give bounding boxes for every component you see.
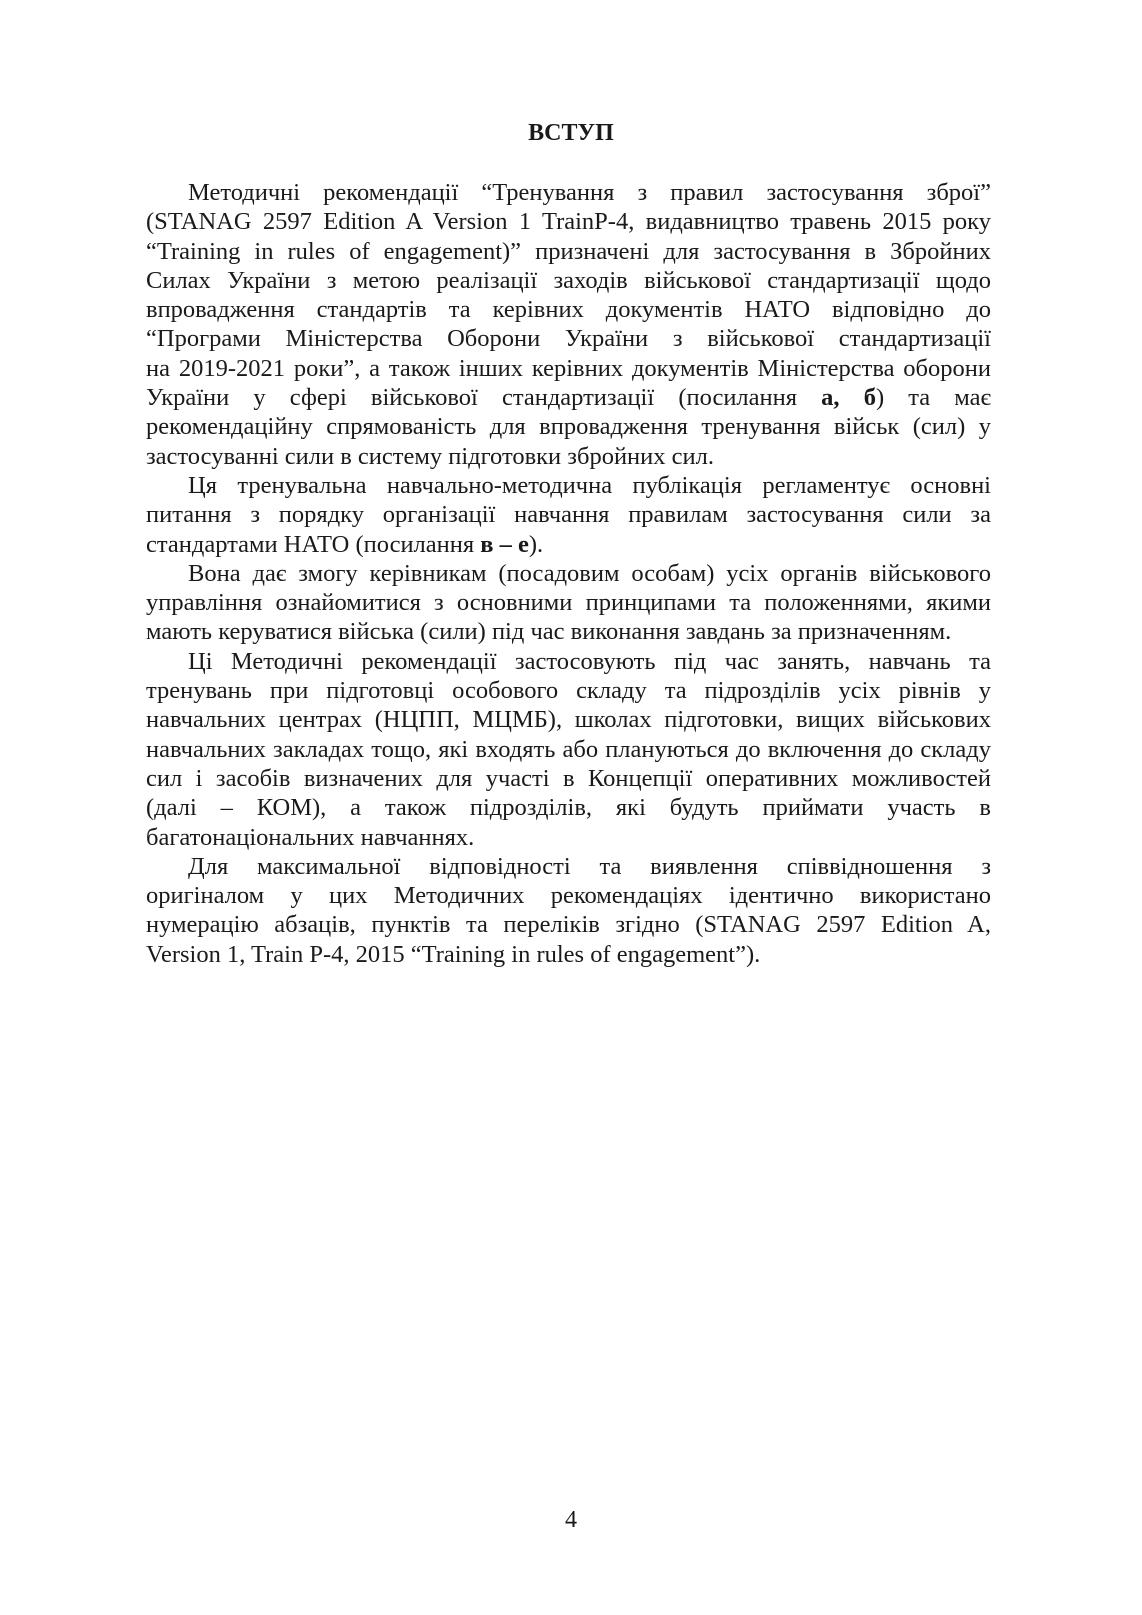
text-line bbox=[146, 764, 991, 793]
text-line bbox=[146, 910, 991, 939]
text-line bbox=[146, 676, 991, 705]
text-line bbox=[146, 823, 991, 852]
text-run: нумерацію абзаців, пунктів та переліків згідно (STANAG 2597 Edition A, bbox=[146, 911, 991, 939]
text-run: Ця тренувальна навчально-методична публікація регламентує основні bbox=[188, 471, 991, 499]
text-run: України у сфері військової стандартизації (посилання bbox=[146, 384, 822, 412]
paragraph-1 bbox=[146, 178, 991, 471]
text-run: питання з порядку організації навчання правилам застосування сили за bbox=[146, 501, 991, 529]
section-title: ВСТУП bbox=[528, 120, 614, 146]
text-run: Вона дає змогу керівникам (посадовим особам) усіх органів військового bbox=[188, 559, 991, 587]
paragraph-5 bbox=[146, 852, 991, 969]
text-run: впровадження стандартів та керівних документів НАТО відповідно до bbox=[146, 296, 991, 324]
text-run: стандартами НАТО (посилання bbox=[146, 530, 481, 558]
text-run: рекомендаційну спрямованість для впровадження тренування військ (сил) у bbox=[146, 413, 991, 441]
paragraph-3 bbox=[146, 559, 991, 647]
paragraph-4 bbox=[146, 647, 991, 852]
text-line bbox=[146, 530, 991, 559]
text-run: застосуванні сили в систему підготовки збройних сил. bbox=[146, 442, 714, 470]
page-number: 4 bbox=[565, 1507, 577, 1533]
text-line bbox=[146, 852, 991, 881]
reference-letters: в – е bbox=[480, 530, 529, 558]
text-run: Ці Методичні рекомендації застосовують під час занять, навчань та bbox=[188, 647, 991, 675]
paragraph-2 bbox=[146, 471, 991, 559]
text-line bbox=[146, 383, 991, 412]
text-line bbox=[146, 324, 991, 353]
text-line bbox=[146, 471, 991, 500]
text-line bbox=[146, 588, 991, 617]
text-line bbox=[146, 793, 991, 822]
text-line bbox=[146, 617, 991, 646]
text-line bbox=[146, 295, 991, 324]
text-run: оригіналом у цих Методичних рекомендаціях ідентично використано bbox=[146, 882, 991, 910]
text-line bbox=[146, 500, 991, 529]
text-line bbox=[146, 237, 991, 266]
text-line bbox=[146, 178, 991, 207]
text-run: ). bbox=[528, 530, 544, 558]
text-line bbox=[146, 412, 991, 441]
text-run: навчальних закладах тощо, які входять або плануються до включення до складу bbox=[146, 735, 991, 763]
text-run: “Training in rules of engagement)” призначені для застосування в Збройних bbox=[146, 237, 991, 265]
document-body bbox=[146, 178, 991, 969]
text-line bbox=[146, 266, 991, 295]
text-line bbox=[146, 647, 991, 676]
text-line bbox=[146, 881, 991, 910]
text-run: “Програми Міністерства Оборони України з військової стандартизації bbox=[146, 325, 991, 353]
text-line bbox=[146, 735, 991, 764]
text-run: Силах України з метою реалізації заходів військової стандартизації щодо bbox=[146, 266, 991, 294]
text-line bbox=[146, 705, 991, 734]
text-run: Методичні рекомендації “Тренування з правил застосування зброї” bbox=[188, 179, 991, 206]
text-run: на 2019-2021 роки”, а також інших керівних документів Міністерства оборони bbox=[146, 354, 991, 382]
text-line bbox=[146, 940, 991, 969]
text-line bbox=[146, 442, 991, 471]
text-run: ) та має bbox=[875, 384, 992, 412]
text-run: тренувань при підготовці особового складу та підрозділів усіх рівнів у bbox=[146, 677, 991, 705]
text-line bbox=[146, 354, 991, 383]
text-run: управління ознайомитися з основними принципами та положеннями, якими bbox=[146, 589, 991, 617]
text-run: навчальних центрах (НЦПП, МЦМБ), школах підготовки, вищих військових bbox=[146, 706, 991, 734]
text-run: Version 1, Train P-4, 2015 “Training in rules of engagement”). bbox=[146, 940, 761, 968]
text-run: мають керуватися війська (сили) під час виконання завдань за призначенням. bbox=[146, 618, 952, 646]
text-run: багатонаціональних навчаннях. bbox=[146, 823, 475, 851]
text-run: (STANAG 2597 Edition A Version 1 TrainP-4, видавництво травень 2015 року bbox=[146, 208, 991, 236]
text-line bbox=[146, 559, 991, 588]
reference-letters: а, б bbox=[821, 384, 876, 412]
text-run: сил і засобів визначених для участі в Концепції оперативних можливостей bbox=[146, 764, 991, 792]
text-line bbox=[146, 207, 991, 236]
text-run: Для максимальної відповідності та виявлення співвідношення з bbox=[188, 852, 991, 880]
text-run: (далі – КОМ), а також підрозділів, які будуть приймати участь в bbox=[146, 794, 991, 822]
